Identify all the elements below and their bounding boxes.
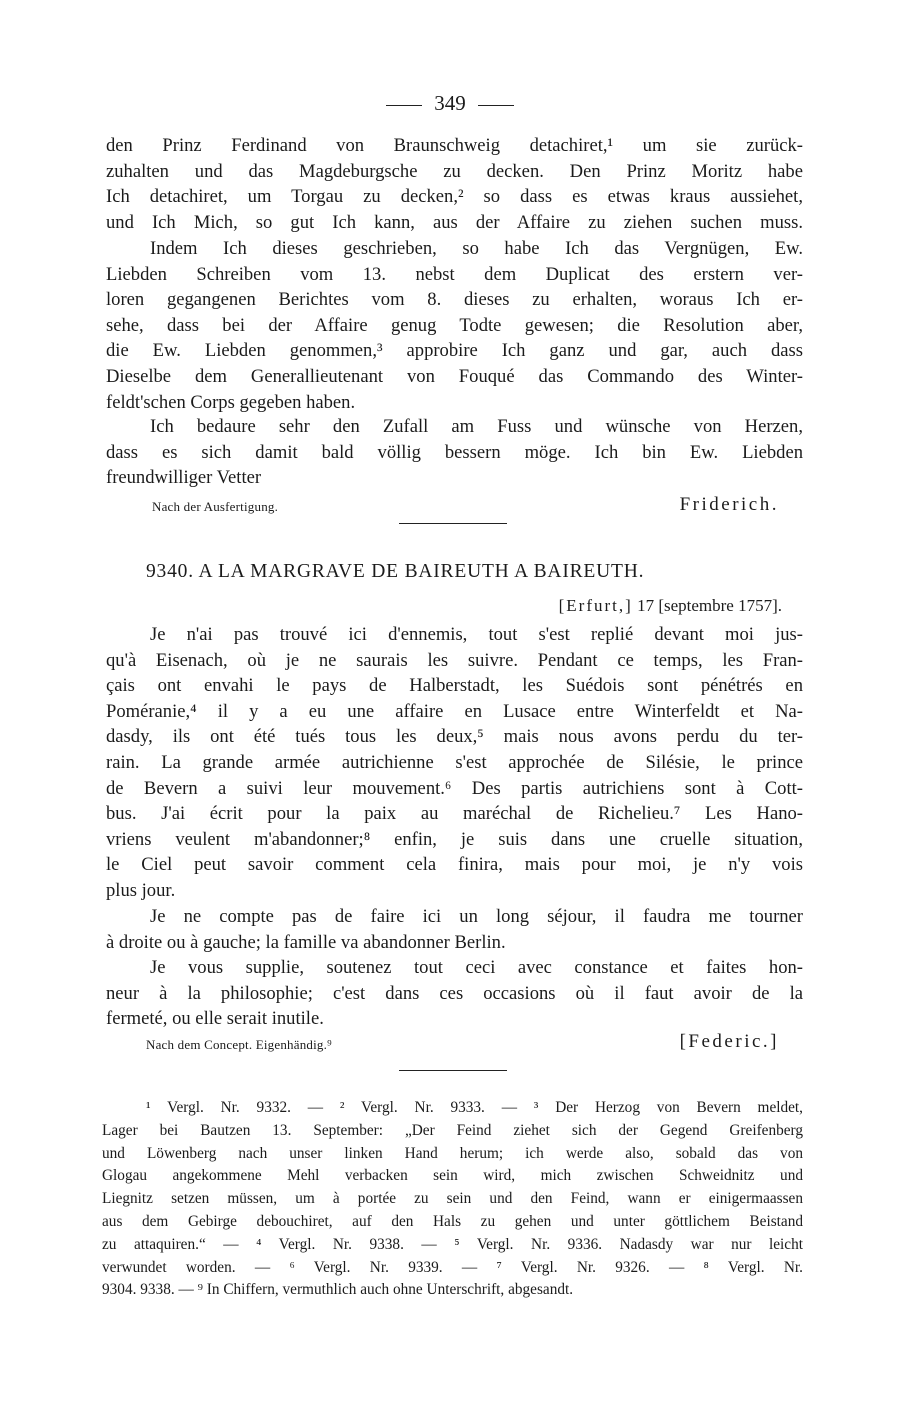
footnote-line: aus dem Gebirge debouchiret, auf den Hals zu gehen und unter göttlichem Beistand [102, 1212, 803, 1230]
text-line: den Prinz Ferdinand von Braunschweig detachiret,¹ um sie zurück- [106, 135, 803, 156]
text-line: loren gegangenen Berichtes vom 8. dieses zu erhalten, woraus Ich er- [106, 289, 803, 311]
french-paragraph-3 [106, 955, 803, 1032]
dateline [559, 594, 782, 618]
text-line: und Ich Mich, so gut Ich kann, aus der Affaire zu ziehen suchen muss. [106, 211, 803, 233]
text-line: Ich bedaure sehr den Zufall am Fuss und wünsche von Herzen, [150, 416, 803, 437]
footnote-line: verwundet worden. — ⁶ Vergl. Nr. 9339. — ⁷ Vergl. Nr. 9326. — ⁸ Vergl. Nr. [102, 1258, 803, 1276]
text-line: de Bevern a suivi leur mouvement.⁶ Des partis autrichiens sont à Cott- [106, 777, 803, 799]
text-line: vriens veulent m'abandonner;⁸ enfin, je suis dans une cruelle situation, [106, 828, 803, 850]
german-paragraph-3 [106, 414, 803, 491]
header-dash-left [386, 105, 422, 106]
french-closing [106, 1031, 803, 1057]
footnote-line: Liegnitz setzen müssen, um à portée zu sein und den Feind, wann er einigermaassen [102, 1190, 803, 1208]
page-number: 349 [434, 91, 466, 115]
signature: [Federic.] [679, 1031, 779, 1052]
dateline-place: [Erfurt,] [558, 596, 633, 615]
text-line: fermeté, ou elle serait inutile. [106, 1008, 324, 1030]
text-line: zuhalten und das Magdeburgsche zu decken. Den Prinz Moritz habe [106, 160, 803, 182]
text-line: Liebden Schreiben vom 13. nebst dem Duplicat des erstern ver- [106, 263, 803, 285]
text-line: Dieselbe dem Generallieutenant von Fouqué das Commando des Winter- [106, 365, 803, 387]
french-paragraph-2 [106, 904, 803, 955]
footnote-line: ¹ Vergl. Nr. 9332. — ² Vergl. Nr. 9333. — ³ Der Herzog von Bevern meldet, [146, 1099, 803, 1116]
text-line: plus jour. [106, 879, 176, 901]
text-line: feldt'schen Corps gegeben haben. [106, 391, 356, 413]
text-line: qu'à Eisenach, où je ne saurais les suivre. Pendant ce temps, les Fran- [106, 649, 803, 671]
text-line: neur à la philosophie; c'est dans ces occasions où il faut avoir de la [106, 982, 803, 1004]
footnote-line: zu attaquiren.“ — ⁴ Vergl. Nr. 9338. — ⁵ Vergl. Nr. 9336. Nadasdy war nur leicht [102, 1235, 803, 1253]
text-line: Poméranie,⁴ il y a eu une affaire en Lusace entre Winterfeldt et Na- [106, 700, 803, 722]
text-line: dass es sich damit bald völlig bessern möge. Ich bin Ew. Liebden [106, 441, 803, 463]
footnote-line: Glogau angekommene Mehl verbacken sein wird, mich zwischen Schweidnitz und [102, 1167, 803, 1185]
german-paragraph-2 [106, 236, 803, 415]
source-note: Nach der Ausfertigung. [152, 499, 279, 514]
text-line: die Ew. Liebden genommen,³ approbire Ich ganz und gar, auch dass [106, 340, 803, 362]
text-line: à droite ou à gauche; la famille va abandonner Berlin. [106, 931, 506, 953]
section-divider [399, 523, 507, 524]
text-line: le Ciel peut savoir comment cela finira, mais pour moi, je n'y vois [106, 854, 803, 876]
text-line: Je ne compte pas de faire ici un long séjour, il faudra me tourner [150, 906, 803, 927]
text-line: sehe, dass bei der Affaire genug Todte gewesen; die Resolution aber, [106, 314, 803, 336]
text-line: Je vous supplie, soutenez tout ceci avec constance et faites hon- [150, 957, 803, 978]
footnote-line: 9304. 9338. — ⁹ In Chiffern, vermuthlich auch ohne Unterschrift, abgesandt. [102, 1281, 574, 1299]
dateline-date: 17 [septembre 1757]. [637, 596, 782, 615]
page-header [0, 88, 900, 118]
header-dash-right [478, 105, 514, 106]
text-line: dasdy, ils ont été tués tous les deux,⁵ mais nous avons perdu du ter- [106, 726, 803, 748]
text-line: Indem Ich dieses geschrieben, so habe Ich das Vergnügen, Ew. [150, 238, 803, 259]
german-paragraph-1 [106, 133, 803, 235]
text-line: bus. J'ai écrit pour la paix au maréchal de Richelieu.⁷ Les Hano- [106, 803, 803, 825]
text-line: Ich detachiret, um Torgau zu decken,² so dass es etwas kraus aussiehet, [106, 186, 803, 208]
footnote-line: Lager bei Bautzen 13. September: „Der Feind ziehet sich der Gegend Greifenberg [102, 1121, 803, 1139]
text-line: rain. La grande armée autrichienne s'est approchée de Silésie, le prince [106, 751, 803, 773]
letter-heading: 9340. A LA MARGRAVE DE BAIREUTH A BAIREUTH. [146, 561, 645, 582]
section-divider [399, 1070, 507, 1071]
french-paragraph-1 [106, 622, 803, 904]
german-closing [106, 494, 803, 520]
source-note: Nach dem Concept. Eigenhändig.⁹ [146, 1037, 332, 1052]
footnotes [102, 1097, 803, 1302]
signature: Friderich. [679, 494, 779, 515]
text-line: freundwilliger Vetter [106, 467, 262, 489]
text-line: çais ont envahi le pays de Halberstadt, les Suédois sont pénétrés en [106, 675, 803, 697]
footnote-line: und Löwenberg nach unser linken Hand herum; ich werde also, sobald das von [102, 1144, 803, 1162]
text-line: Je n'ai pas trouvé ici d'ennemis, tout s'est replié devant moi jus- [150, 624, 803, 645]
